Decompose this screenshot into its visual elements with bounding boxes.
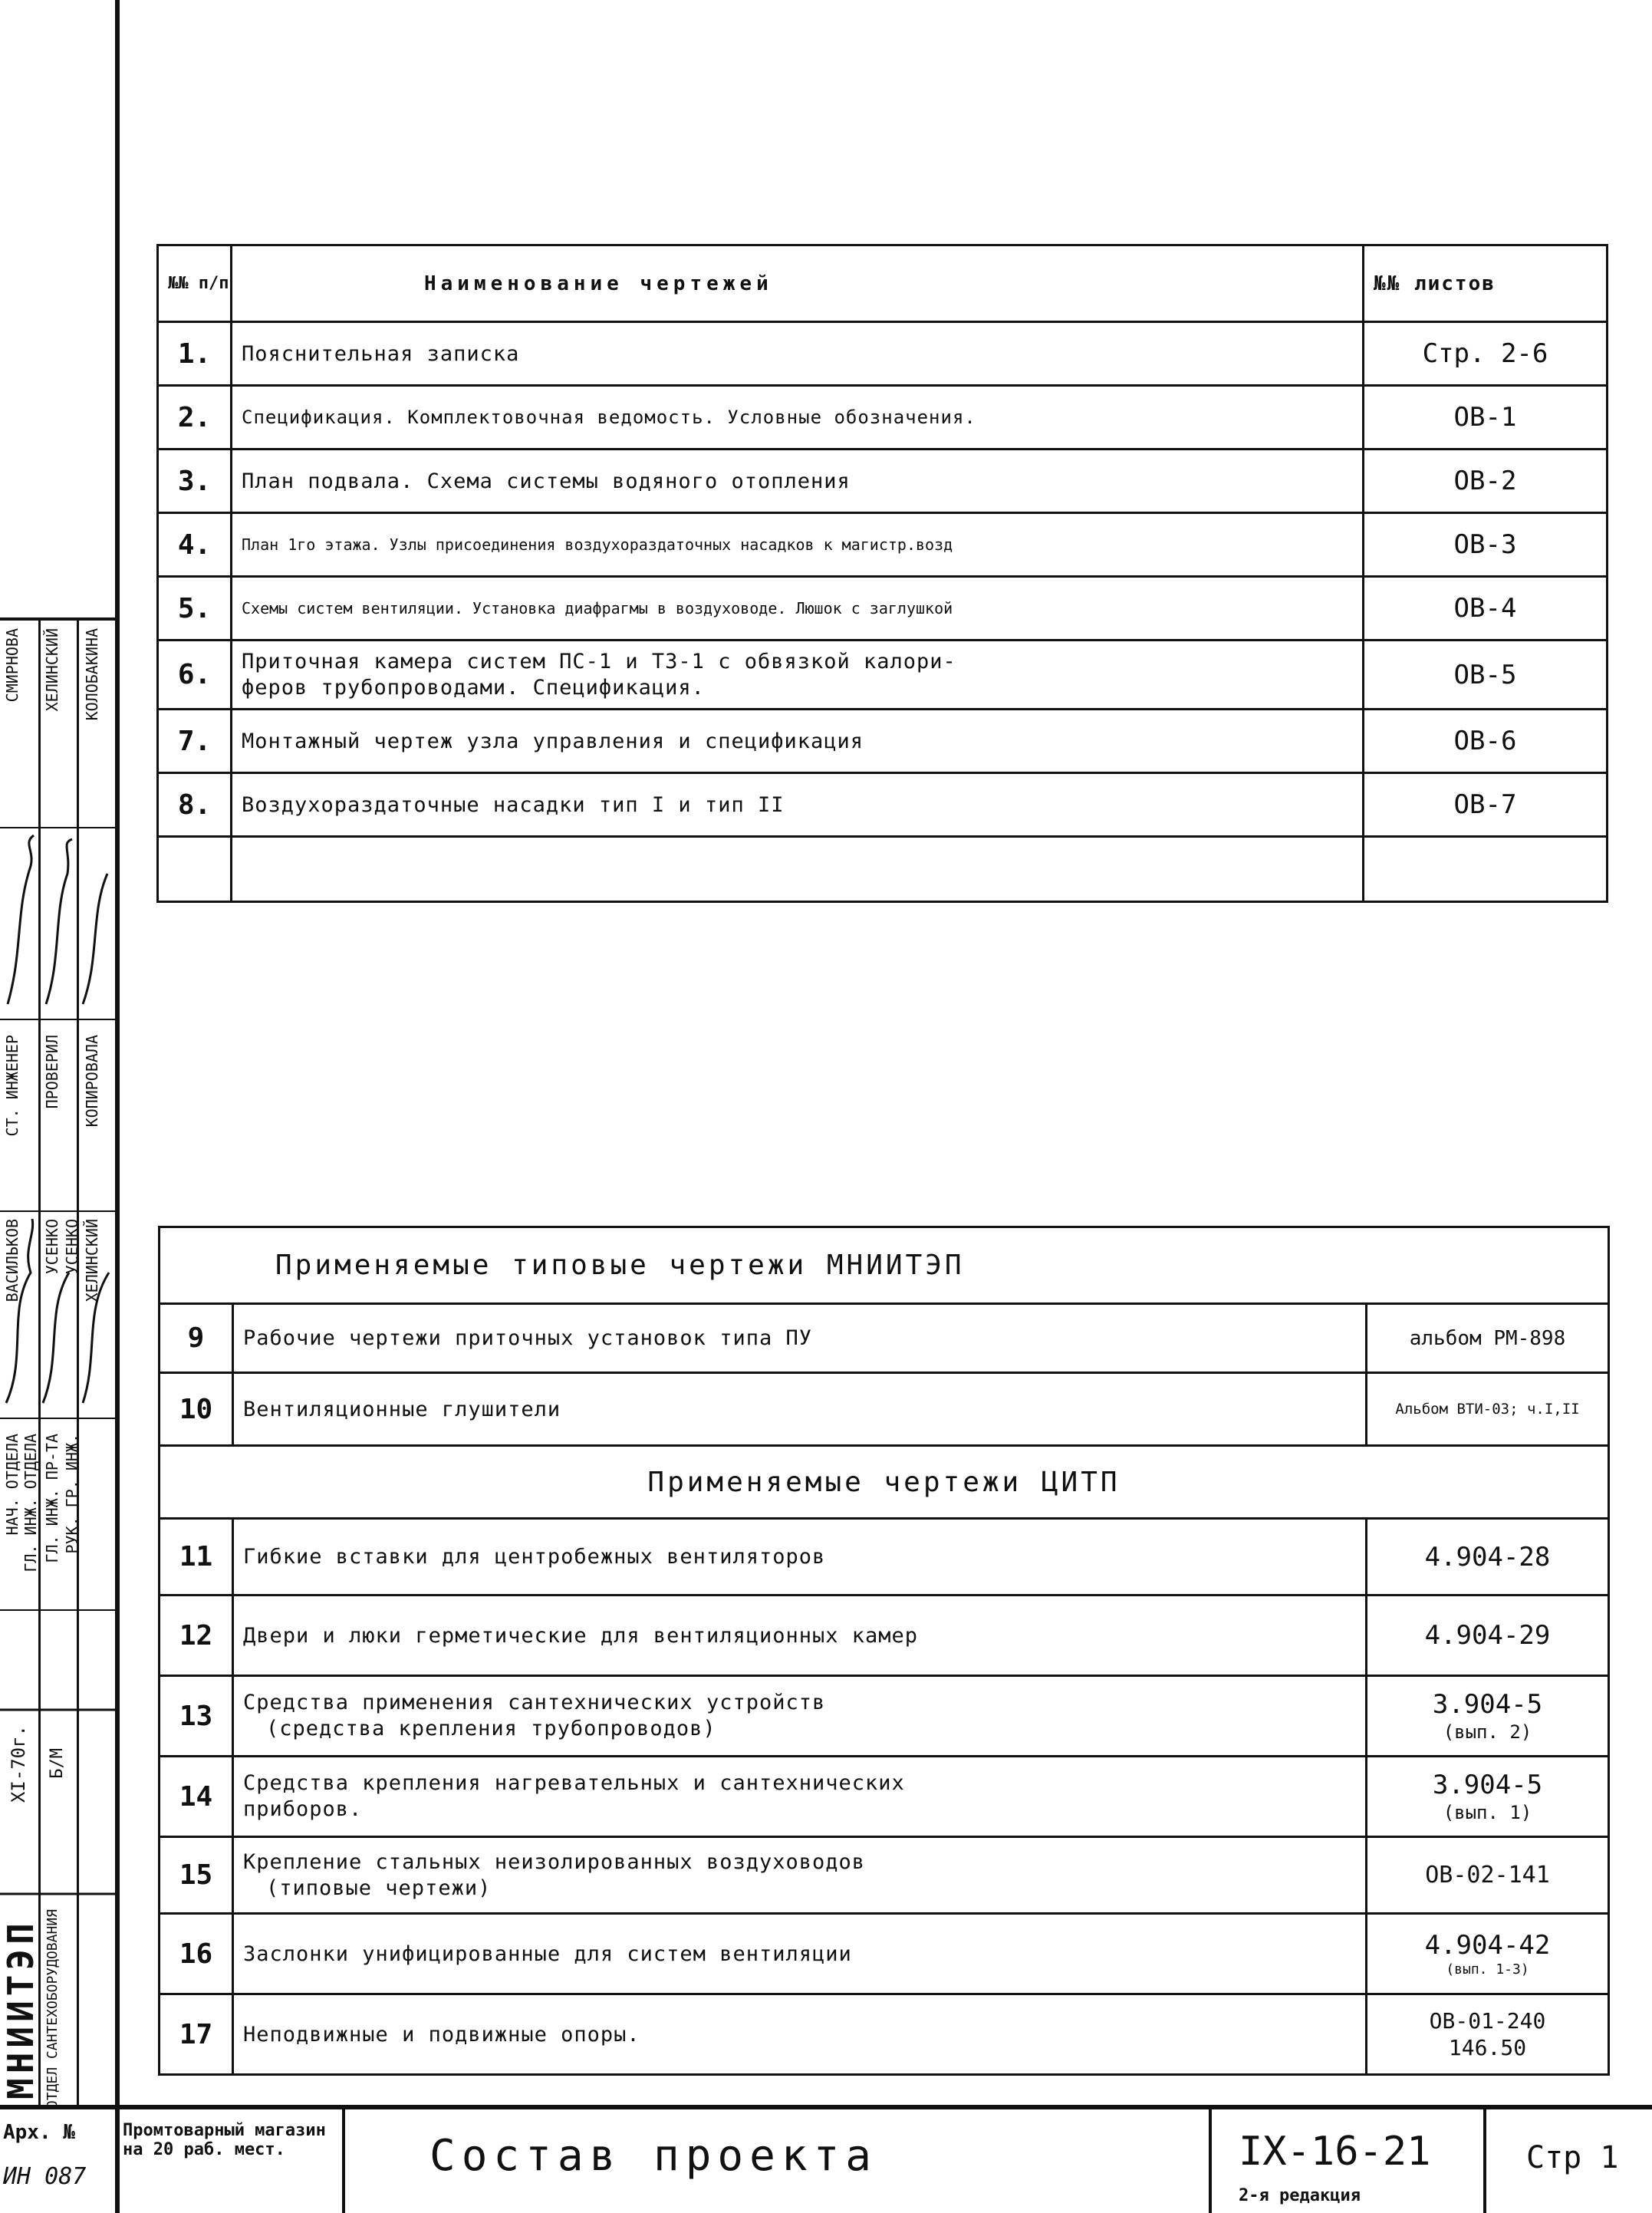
row-sheet: альбом РМ-898	[1367, 1304, 1609, 1373]
stamp-code: XI-70г.	[8, 1725, 29, 1803]
person-name: ВАСИЛЬКОВ	[3, 1219, 21, 1302]
building-name: Промтоварный магазин на 20 раб. мест.	[123, 2121, 326, 2160]
role-label: РУК. ГР. ИНЖ.	[63, 1434, 81, 1554]
row-sheet-line1: 3.904-5	[1432, 1769, 1543, 1800]
row-num: 5.	[158, 577, 232, 641]
section-row	[160, 1227, 1609, 1304]
row-num: 11	[160, 1519, 233, 1596]
row-sheet	[1367, 1757, 1609, 1837]
row-name-line1: Приточная камера систем ПС-1 и ТЗ-1 с обвязкой калори-	[242, 649, 956, 673]
row-name	[233, 1757, 1367, 1837]
row-name: Воздухораздаточные насадки тип I и тип II	[232, 773, 1364, 837]
row-name-line2: феров трубопроводами. Спецификация.	[242, 675, 705, 700]
row-name	[232, 641, 1364, 710]
table-row	[158, 322, 1608, 386]
row-num: 3.	[158, 450, 232, 513]
row-sheet: ОВ-1	[1364, 386, 1608, 450]
table-header-row	[158, 245, 1608, 322]
row-sheet-line1: 4.904-42	[1424, 1929, 1551, 1961]
table-row	[160, 1676, 1609, 1757]
row-num: 9	[160, 1304, 233, 1373]
empty-cell	[1364, 837, 1608, 902]
row-name	[233, 1837, 1367, 1914]
table-row	[158, 386, 1608, 450]
standard-drawings-table	[158, 1226, 1610, 2076]
table-row	[160, 1373, 1609, 1446]
row-sheet-line2: (вып. 2)	[1443, 1721, 1532, 1744]
row-name: Монтажный чертеж узла управления и спецификация	[232, 710, 1364, 773]
row-name: Неподвижные и подвижные опоры.	[233, 1994, 1367, 2075]
row-name: Двери и люки герметические для вентиляционных камер	[233, 1596, 1367, 1676]
section-row	[160, 1446, 1609, 1519]
archive-number: ИН 087	[3, 2163, 87, 2190]
row-name: Пояснительная записка	[232, 322, 1364, 386]
row-sheet: Альбом ВТИ-03; ч.I,II	[1367, 1373, 1609, 1446]
row-num: 12	[160, 1596, 233, 1676]
row-num: 7.	[158, 710, 232, 773]
row-name: План 1го этажа. Узлы присоединения воздухораздаточных насадков к магистр.возд	[232, 513, 1364, 577]
org-name: МНИИТЭП	[0, 1918, 41, 2099]
table-row	[160, 1596, 1609, 1676]
row-sheet: ОВ-5	[1364, 641, 1608, 710]
table-row	[160, 1837, 1609, 1914]
row-sheet-line1: ОВ-01-240	[1429, 2008, 1546, 2034]
row-name: Спецификация. Комплектовочная ведомость. Условные обозначения.	[232, 386, 1364, 450]
role-label: ПРОВЕРИЛ	[43, 1035, 61, 1109]
person-name: КОЛОБАКИНА	[83, 628, 101, 721]
role-label: НАЧ. ОТДЕЛА	[3, 1434, 21, 1536]
person-name: УСЕНКО	[63, 1219, 81, 1275]
table-row-empty	[158, 837, 1608, 902]
person-name: СМИРНОВА	[3, 628, 21, 703]
role-label: ГЛ. ИНЖ. ПР-ТА	[43, 1434, 61, 1563]
row-sheet: ОВ-6	[1364, 710, 1608, 773]
row-num: 14	[160, 1757, 233, 1837]
row-name: Рабочие чертежи приточных установок типа ПУ	[233, 1304, 1367, 1373]
archive-label: Арх. №	[3, 2121, 75, 2144]
row-name-line1: Средства применения сантехнических устройств	[243, 1691, 826, 1715]
dept-name: ОТДЕЛ САНТЕХОБОРУДОВАНИЯ	[44, 1909, 61, 2109]
header-sheets: №№ листов	[1364, 245, 1608, 322]
row-sheet-line1: 3.904-5	[1432, 1688, 1543, 1720]
person-name: ХЕЛИНСКИЙ	[43, 628, 61, 712]
row-num: 8.	[158, 773, 232, 837]
project-code: IX-16-21	[1239, 2129, 1431, 2175]
row-name: Заслонки унифицированные для систем вентиляции	[233, 1914, 1367, 1994]
row-sheet-line2: (вып. 1-3)	[1446, 1961, 1529, 1978]
row-num: 10	[160, 1373, 233, 1446]
row-num: 2.	[158, 386, 232, 450]
row-sheet	[1367, 1676, 1609, 1757]
row-sheet: 4.904-28	[1367, 1519, 1609, 1596]
table-row	[158, 577, 1608, 641]
row-num: 13	[160, 1676, 233, 1757]
row-sheet: ОВ-02-141	[1367, 1837, 1609, 1914]
table-row	[160, 1994, 1609, 2075]
row-num: 15	[160, 1837, 233, 1914]
row-name: Вентиляционные глушители	[233, 1373, 1367, 1446]
role-label: КОПИРОВАЛА	[83, 1035, 101, 1128]
row-sheet: ОВ-3	[1364, 513, 1608, 577]
signatures-graphic	[0, 621, 115, 2109]
row-name: Схемы систем вентиляции. Установка диафрагмы в воздуховоде. Люшок с заглушкой	[232, 577, 1364, 641]
row-name-line2: (типовые чертежи)	[266, 1875, 492, 1900]
section-title-mniitep: Применяемые типовые чертежи МНИИТЭП	[160, 1227, 1609, 1304]
person-name: ХЕЛИНСКИЙ	[83, 1219, 101, 1302]
person-name: УСЕНКО	[43, 1219, 61, 1275]
row-sheet: ОВ-7	[1364, 773, 1608, 837]
header-num: №№ п/п	[158, 245, 232, 322]
sheet-title: Состав проекта	[429, 2131, 878, 2181]
section-title-citp: Применяемые чертежи ЦИТП	[160, 1446, 1609, 1519]
frame-left-border	[115, 0, 120, 2213]
row-name	[233, 1676, 1367, 1757]
empty-cell	[158, 837, 232, 902]
row-sheet: Стр. 2-6	[1364, 322, 1608, 386]
table-row	[160, 1757, 1609, 1837]
row-name-line2: (средства крепления трубопроводов)	[266, 1717, 716, 1740]
stamp-bm: Б/М	[48, 1748, 67, 1779]
empty-cell	[232, 837, 1364, 902]
row-name: Гибкие вставки для центробежных вентиляторов	[233, 1519, 1367, 1596]
side-stamp	[0, 617, 115, 2109]
row-sheet-line2: 146.50	[1448, 2035, 1527, 2060]
row-num: 1.	[158, 322, 232, 386]
row-num: 4.	[158, 513, 232, 577]
row-sheet: 4.904-29	[1367, 1596, 1609, 1676]
table-row	[158, 513, 1608, 577]
row-name-line2: приборов.	[243, 1797, 363, 1821]
table-row	[158, 641, 1608, 710]
row-sheet	[1367, 1994, 1609, 2075]
row-sheet: ОВ-2	[1364, 450, 1608, 513]
row-sheet: ОВ-4	[1364, 577, 1608, 641]
row-sheet	[1367, 1914, 1609, 1994]
header-name: Наименование чертежей	[232, 245, 1364, 322]
table-row	[160, 1914, 1609, 1994]
table-row	[160, 1519, 1609, 1596]
table-row	[158, 710, 1608, 773]
drawings-table	[156, 244, 1608, 903]
row-num: 16	[160, 1914, 233, 1994]
row-name: План подвала. Схема системы водяного отопления	[232, 450, 1364, 513]
edition-label: 2-я редакция	[1239, 2186, 1361, 2205]
row-name-line1: Крепление стальных неизолированных воздуховодов	[243, 1849, 866, 1874]
page-number: Стр 1	[1526, 2140, 1619, 2175]
table-row	[158, 773, 1608, 837]
role-label: ГЛ. ИНЖ. ОТДЕЛА	[21, 1434, 40, 1572]
row-name-line1: Средства крепления нагревательных и сантехнических	[243, 1771, 905, 1796]
row-sheet-line2: (вып. 1)	[1443, 1802, 1532, 1824]
role-label: СТ. ИНЖЕНЕР	[3, 1035, 21, 1137]
row-num: 6.	[158, 641, 232, 710]
table-row	[158, 450, 1608, 513]
row-num: 17	[160, 1994, 233, 2075]
table-row	[160, 1304, 1609, 1373]
